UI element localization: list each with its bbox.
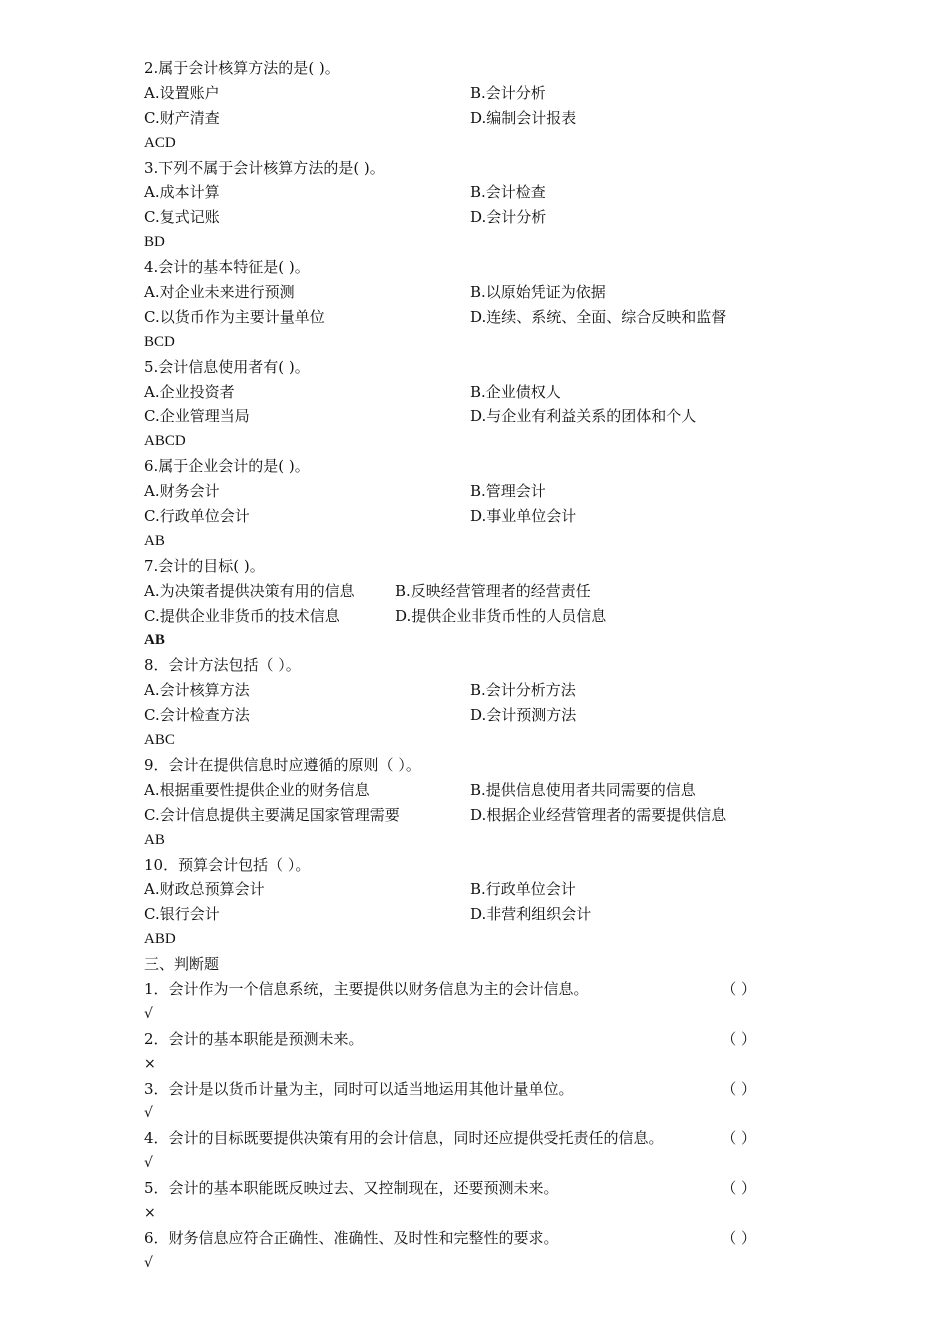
- answer: AB: [144, 532, 165, 549]
- question-stem: 7.会计的目标( )。: [144, 556, 265, 575]
- judgement-text: 3．会计是以货币计量为主，同时可以适当地运用其他计量单位。: [144, 1079, 574, 1098]
- question-stem: 5.会计信息使用者有( )。: [144, 357, 310, 376]
- options-row: [144, 579, 784, 604]
- answer-blank: （ ）: [721, 1029, 756, 1048]
- question-stem: 10．预算会计包括（ ）。: [144, 855, 311, 874]
- option-a: A.为决策者提供决策有用的信息: [144, 581, 355, 600]
- question-stem: 8．会计方法包括（ ）。: [144, 656, 301, 675]
- option-b: B.企业债权人: [470, 382, 561, 401]
- judgement-text: 4．会计的目标既要提供决策有用的会计信息，同时还应提供受托责任的信息。: [144, 1129, 664, 1148]
- option-d: D.与企业有利益关系的团体和个人: [470, 407, 697, 426]
- judgement-item: [144, 1077, 784, 1102]
- judgement-text: 5．会计的基本职能既反映过去、又控制现在，还要预测未来。: [144, 1179, 559, 1198]
- options-row: [144, 877, 784, 902]
- option-a: A.财政总预算会计: [144, 880, 265, 899]
- options-row: [144, 106, 784, 131]
- options-row: [144, 902, 784, 927]
- answer: ABCD: [144, 433, 186, 450]
- judgement-item: [144, 1027, 784, 1052]
- option-b: B.管理会计: [470, 482, 546, 501]
- judgement-item: [144, 1126, 784, 1151]
- options-row: [144, 380, 784, 405]
- option-c: C.会计信息提供主要满足国家管理需要: [144, 805, 400, 824]
- option-a: A.根据重要性提供企业的财务信息: [144, 780, 370, 799]
- options-row: [144, 504, 784, 529]
- options-row: [144, 803, 784, 828]
- question-stem: 9．会计在提供信息时应遵循的原则（ ）。: [144, 755, 421, 774]
- option-a: A.财务会计: [144, 482, 220, 501]
- option-c: C.以货币作为主要计量单位: [144, 307, 325, 326]
- options-row: [144, 305, 784, 330]
- options-row: [144, 778, 784, 803]
- answer: AB: [144, 632, 165, 649]
- answer: ACD: [144, 134, 176, 151]
- option-c: C.企业管理当局: [144, 407, 250, 426]
- option-b: B.会计分析方法: [470, 681, 576, 700]
- option-c: C.行政单位会计: [144, 507, 250, 526]
- options-row: [144, 180, 784, 205]
- answer: BD: [144, 234, 165, 251]
- option-a: A.企业投资者: [144, 382, 235, 401]
- answer: AB: [144, 831, 165, 848]
- answer: ABD: [144, 931, 176, 948]
- judgement-text: 6．财务信息应符合正确性、准确性、及时性和完整性的要求。: [144, 1228, 559, 1247]
- answer-blank: （ ）: [721, 1129, 756, 1148]
- option-c: C.提供企业非货币的技术信息: [144, 606, 340, 625]
- option-b: B.行政单位会计: [470, 880, 576, 899]
- judgement-text: 2．会计的基本职能是预测未来。: [144, 1029, 364, 1048]
- options-row: [144, 404, 784, 429]
- options-row: [144, 205, 784, 230]
- question-stem: 4.会计的基本特征是( )。: [144, 258, 310, 277]
- option-d: D.非营利组织会计: [470, 905, 592, 924]
- judgement-item: [144, 1226, 784, 1251]
- section-heading: 三、判断题: [144, 955, 220, 974]
- option-d: D.连续、系统、全面、综合反映和监督: [470, 307, 727, 326]
- option-c: C.会计检查方法: [144, 706, 250, 725]
- answer-blank: （ ）: [721, 1079, 756, 1098]
- question-stem: 6.属于企业会计的是( )。: [144, 457, 310, 476]
- option-d: D.会计分析: [470, 208, 547, 227]
- option-a: A.对企业未来进行预测: [144, 283, 295, 302]
- option-c: C.银行会计: [144, 905, 220, 924]
- answer-blank: （ ）: [721, 979, 756, 998]
- options-row: [144, 604, 784, 629]
- answer-blank: （ ）: [721, 1179, 756, 1198]
- options-row: [144, 703, 784, 728]
- judgement-mark: √: [144, 1005, 153, 1022]
- judgement-mark: ×: [144, 1055, 156, 1072]
- option-d: D.事业单位会计: [470, 507, 577, 526]
- option-a: A.设置账户: [144, 83, 220, 102]
- judgement-mark: √: [144, 1155, 153, 1172]
- options-row: [144, 678, 784, 703]
- option-c: C.复式记账: [144, 208, 220, 227]
- document-page: [144, 56, 784, 1276]
- question-stem: 2.属于会计核算方法的是( )。: [144, 59, 340, 77]
- option-a: A.会计核算方法: [144, 681, 250, 700]
- options-row: [144, 280, 784, 305]
- judgement-item: [144, 977, 784, 1002]
- options-row: [144, 479, 784, 504]
- option-d: D.编制会计报表: [470, 108, 577, 127]
- option-c: C.财产清查: [144, 108, 220, 127]
- option-d: D.根据企业经营管理者的需要提供信息: [470, 805, 727, 824]
- judgement-mark: √: [144, 1254, 153, 1271]
- option-b: B.反映经营管理者的经营责任: [395, 581, 591, 600]
- answer: ABC: [144, 732, 175, 749]
- option-b: B.提供信息使用者共同需要的信息: [470, 780, 696, 799]
- option-b: B.以原始凭证为依据: [470, 283, 606, 302]
- option-b: B.会计检查: [470, 183, 546, 202]
- judgement-item: [144, 1176, 784, 1201]
- judgement-text: 1．会计作为一个信息系统，主要提供以财务信息为主的会计信息。: [144, 979, 589, 998]
- question-stem: 3.下列不属于会计核算方法的是( )。: [144, 158, 385, 177]
- option-d: D.提供企业非货币性的人员信息: [395, 606, 607, 625]
- judgement-mark: √: [144, 1105, 153, 1122]
- option-d: D.会计预测方法: [470, 706, 577, 725]
- answer-blank: （ ）: [721, 1228, 756, 1247]
- option-b: B.会计分析: [470, 83, 546, 102]
- judgement-mark: ×: [144, 1204, 156, 1221]
- option-a: A.成本计算: [144, 183, 220, 202]
- answer: BCD: [144, 333, 175, 350]
- options-row: [144, 81, 784, 106]
